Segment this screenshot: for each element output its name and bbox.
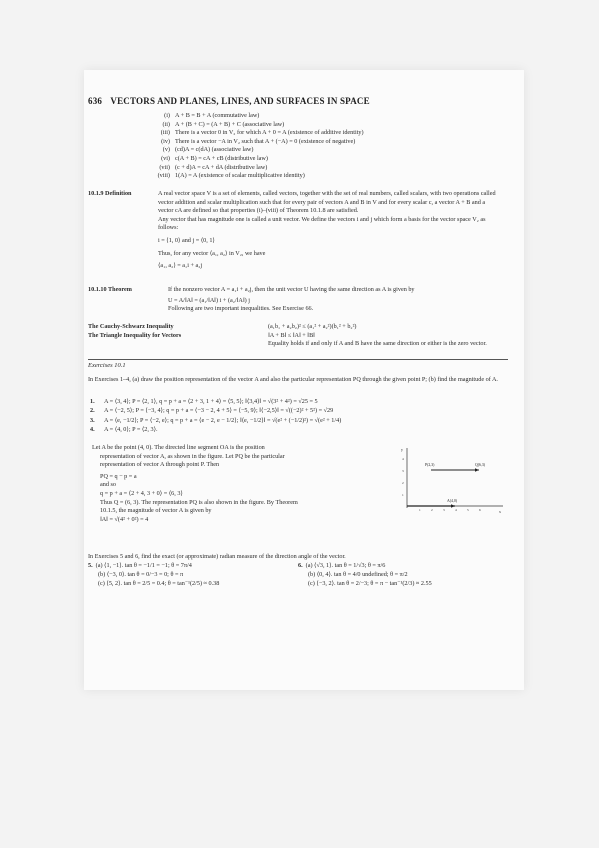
exercise-6-column bbox=[298, 561, 508, 588]
point-a-label: A(4,0) bbox=[447, 499, 458, 503]
axiom-text: There is a vector 0 in V₂ for which A + 0 = A (existence of additive identity) bbox=[175, 129, 364, 137]
x-tick-label: 3 bbox=[443, 508, 445, 512]
x-tick-label: 2 bbox=[431, 508, 433, 512]
exercises-5-6-intro: In Exercises 5 and 6, find the exact (or approximate) radian measure of the direction angle of the vector. bbox=[88, 553, 346, 560]
axiom-text: A + B = B + A (commutative law) bbox=[175, 112, 260, 119]
definition-text: A real vector space V is a set of elements, called vectors, together with the set of real numbers, called scalars, with two operations called vector addition and scalar multiplication such that for every pair of vectors A and B in V and for every scalar c, a vector A + B and a vector cA are defined so that properties (i)–(viii) of Theorem 10.1.8 are satisfied. bbox=[158, 190, 496, 215]
y-axis-label: y bbox=[401, 447, 403, 452]
exercise-number: 3. bbox=[90, 416, 95, 424]
vector-pq-arrowhead bbox=[475, 468, 479, 471]
axiom-row bbox=[156, 164, 486, 173]
definition-label: 10.1.9 Definition bbox=[88, 190, 132, 197]
axioms-list bbox=[156, 112, 486, 181]
x-tick-label: 6 bbox=[479, 508, 481, 512]
exercise-text: (c) ⟨−3, 2⟩. tan θ = 2/−3; θ = π − tan⁻¹(2/3) ≈ 2.55 bbox=[308, 580, 432, 587]
axiom-row bbox=[156, 112, 486, 121]
solution-line: representation of vector A, as shown in the figure. Let PQ be the particular bbox=[100, 452, 285, 460]
solution-equation: PQ = q − p = a bbox=[100, 472, 137, 480]
exercises-intro: In Exercises 1–4, (a) draw the position representation of the vector A and also the particular representation PQ through the given point P; (b) find the magnitude of A. bbox=[88, 376, 498, 383]
exercise-text: (b) ⟨0, 4⟩. tan θ = 4/0 undefined; θ = π/2 bbox=[308, 571, 408, 578]
exercise-text: A = ⟨e, −1/2⟩; P = ⟨−2, e⟩; q = p + a = ⟨e − 2, e − 1/2⟩; ‖⟨e, −1/2⟩‖ = √(e² + (−1/2)²) = √(e² + 1/4) bbox=[104, 416, 342, 424]
axiom-index: (iv) bbox=[161, 137, 170, 145]
solution-line: representation of vector A through point P. Then bbox=[100, 461, 220, 469]
page-header bbox=[88, 96, 370, 106]
inequality-row bbox=[88, 332, 508, 341]
axiom-row bbox=[156, 146, 486, 155]
definition-formula: ⟨a₁, a₂⟩ = a₁i + a₂j bbox=[158, 262, 203, 270]
inequality-row bbox=[88, 323, 508, 332]
axiom-row bbox=[156, 155, 486, 164]
definition-line2: Any vector that has magnitude one is called a unit vector. We define the vectors i and j which form a basis for the vector space V₂ as follows: bbox=[158, 215, 486, 232]
axiom-row bbox=[156, 172, 486, 181]
axiom-text: (cd)A = c(dA) (associative law) bbox=[175, 146, 254, 154]
solution-line: Thus Q = (6, 3). The representation PQ is also shown in the figure. By Theorem bbox=[100, 498, 298, 506]
exercise-part bbox=[298, 561, 508, 570]
exercise-item bbox=[90, 416, 510, 425]
axiom-text: c(A + B) = cA + cB (distributive law) bbox=[175, 154, 268, 162]
page-number: 636 bbox=[88, 96, 103, 106]
solution-line: 10.1.5, the magnitude of vector A is given by bbox=[100, 507, 212, 515]
axiom-index: (vii) bbox=[159, 163, 170, 171]
axiom-row bbox=[156, 138, 486, 147]
theorem-formula: U = A/‖A‖ = (a₁/‖A‖) i + (a₂/‖A‖) j bbox=[168, 296, 250, 304]
point-p-label: P(2,3) bbox=[425, 463, 435, 467]
exercise-number: 4. bbox=[90, 426, 95, 434]
exercise-number: 2. bbox=[90, 407, 95, 415]
exercise-text: (a) ⟨√3, 1⟩. tan θ = 1/√3; θ = π/6 bbox=[305, 562, 386, 569]
exercise-item bbox=[90, 406, 510, 415]
solution-equation: ‖A‖ = √(4² + 0²) = 4 bbox=[100, 515, 149, 523]
exercises-title: Exercises 10.1 bbox=[88, 359, 508, 369]
inequality-formula: (a₁b₁ + a₂b₂)² ≤ (a₁² + a₂²)(b₁² + b₂²) bbox=[268, 323, 357, 330]
y-tick-label: 2 bbox=[402, 481, 404, 485]
exercise-5-column bbox=[88, 561, 298, 588]
y-tick-label: 3 bbox=[402, 469, 404, 473]
y-tick-label: 1 bbox=[402, 493, 404, 497]
axiom-index: (i) bbox=[164, 112, 170, 119]
inequality-name: The Cauchy-Schwarz Inequality bbox=[88, 323, 174, 330]
axiom-row bbox=[156, 129, 486, 138]
axiom-index: (viii) bbox=[157, 172, 170, 180]
point-q-label: Q(6,3) bbox=[475, 463, 486, 467]
definition-block bbox=[88, 190, 496, 271]
basis-vectors: i = ⟨1, 0⟩ and j = ⟨0, 1⟩ bbox=[158, 236, 215, 244]
theorem-label: 10.1.10 Theorem bbox=[88, 286, 132, 293]
inequality-note: Equality holds if and only if A and B have the same direction or either is the zero vector. bbox=[268, 340, 487, 348]
axiom-text: There is a vector −A in V₂ such that A + (−A) = 0 (existence of negative) bbox=[175, 137, 356, 145]
exercise-text: (c) ⟨5, 2⟩. tan θ = 2/5 = 0.4; θ = tan⁻¹(2/5) ≈ 0.38 bbox=[98, 580, 220, 587]
y-tick-label: 4 bbox=[402, 457, 404, 461]
exercises-5-6 bbox=[88, 552, 508, 588]
exercise-number: 1. bbox=[90, 398, 95, 405]
theorem-block bbox=[88, 286, 496, 314]
exercise-part bbox=[98, 579, 298, 588]
theorem-text: If the nonzero vector A = a₁i + a₂j, then the unit vector U having the same direction as A is given by bbox=[168, 286, 415, 293]
solution-line: Let A be the point (4, 0). The directed line segment OA is the position bbox=[92, 444, 265, 451]
inequality-formula: ‖A + B‖ ≤ ‖A‖ + ‖B‖ bbox=[268, 331, 315, 339]
inequalities bbox=[88, 323, 508, 349]
exercise-list bbox=[90, 397, 510, 435]
exercise-text: A = ⟨4, 0⟩; P = ⟨2, 3⟩. bbox=[104, 426, 158, 434]
axiom-index: (iii) bbox=[160, 129, 170, 137]
axiom-index: (v) bbox=[162, 146, 170, 154]
x-tick-label: 4 bbox=[455, 508, 457, 512]
exercise-text: A = ⟨−2, 5⟩; P = ⟨−3, 4⟩; q = p + a = ⟨−3 − 2, 4 + 5⟩ = ⟨−5, 9⟩; ‖⟨−2,5⟩‖ = √((−2)² + 5²) = √29 bbox=[104, 407, 334, 415]
axiom-row bbox=[156, 121, 486, 130]
x-tick-label: 5 bbox=[467, 508, 469, 512]
x-tick-label: 1 bbox=[419, 508, 421, 512]
exercise-text: (b) ⟨−3, 0⟩. tan θ = 0/−3 = 0; θ = π bbox=[98, 571, 184, 578]
axiom-text: A + (B + C) = (A + B) + C (associative law) bbox=[175, 120, 285, 128]
definition-thus: Thus, for any vector ⟨a₁, a₂⟩ in V₂, we have bbox=[158, 249, 266, 257]
x-axis-label: x bbox=[499, 509, 501, 514]
exercise-text: A = ⟨3, 4⟩; P = ⟨2, 1⟩, q = p + a = ⟨2 + 3, 1 + 4⟩ = ⟨5, 5⟩; ‖⟨3,4⟩‖ = √(3² + 4²) = √25 = 5 bbox=[104, 398, 318, 405]
axiom-index: (vi) bbox=[161, 154, 170, 162]
exercise-text: (a) ⟨1, −1⟩. tan θ = −1/1 = −1; θ = 7π/4 bbox=[95, 562, 192, 569]
solution-line: and so bbox=[100, 481, 116, 489]
solution-equation: q = p + a = ⟨2 + 4, 3 + 0⟩ = ⟨6, 3⟩ bbox=[100, 489, 183, 497]
axiom-text: 1(A) = A (existence of scalar multiplicative identity) bbox=[175, 172, 305, 180]
exercise-part bbox=[88, 561, 298, 570]
exercise-number: 5. bbox=[88, 562, 93, 569]
exercise-part bbox=[308, 570, 508, 579]
exercise-part bbox=[98, 570, 298, 579]
axiom-index: (ii) bbox=[162, 120, 170, 128]
exercise-item bbox=[90, 397, 510, 406]
exercise-4-solution bbox=[92, 444, 392, 524]
inequality-name: The Triangle Inequality for Vectors bbox=[88, 331, 182, 339]
running-title: VECTORS AND PLANES, LINES, AND SURFACES IN SPACE bbox=[110, 96, 370, 106]
axiom-text: (c + d)A = cA + dA (distributive law) bbox=[175, 163, 268, 171]
exercise-item bbox=[90, 425, 510, 434]
theorem-note: Following are two important inequalities. See Exercise 66. bbox=[168, 305, 314, 313]
vector-figure bbox=[395, 446, 505, 516]
exercise-part bbox=[308, 579, 508, 588]
exercise-number: 6. bbox=[298, 562, 303, 569]
